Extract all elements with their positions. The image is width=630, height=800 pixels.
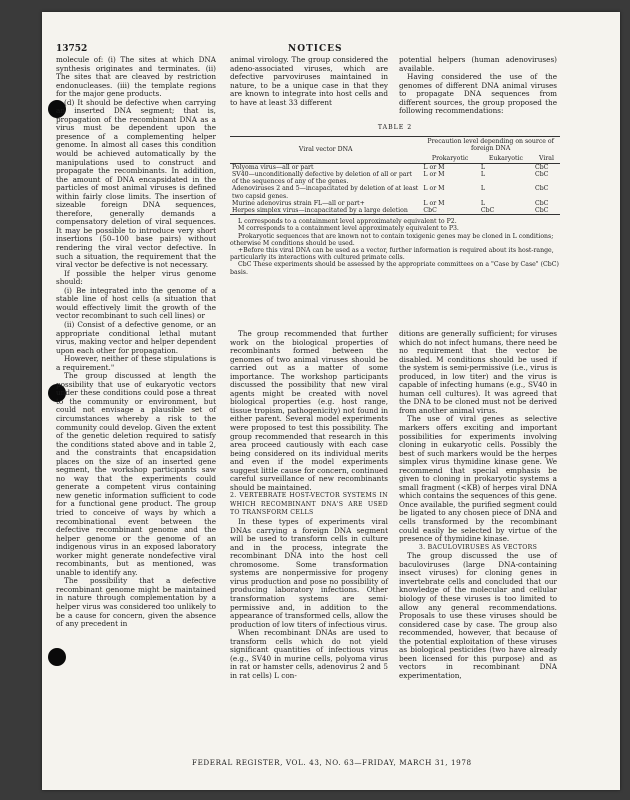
- paragraph: In these types of experiments viral DNAs carrying a foreign DNA segment will be used to transform cells in culture and in the process, integrate the recombinant DNA into the host cell chromosome. Some transformation systems are nonpermissive for progeny virus production and pose no possibility of producing laboratory infections. Other transformation systems are semi-permissive and, in addition to the appearance of transformed cells, allow the production of low titers of infectious virus.: [230, 517, 388, 629]
- vector-cell: SV40—unconditionally defective by deletion of all or part of the sequences of any of the genes.: [232, 171, 412, 186]
- table-row: [230, 163, 560, 171]
- paragraph: The group discussed the use of baculoviruses (large DNA-containing insect viruses) for cloning genes in invertebrate cells and concluded that our knowledge of the molecular and cellular biology of these viruses is too limited to allow any general recommendations. Proposals to use these viruses should be considered case by case. The group also recommended, however, that because of the potential exploitation of these viruses as biological pesticides (two have already been licensed for this purpose) and as vectors in recombinant DNA experimentation,: [399, 551, 557, 680]
- viral-cell: CbC: [534, 163, 549, 171]
- section-heading: 3. BACULOVIRUSES AS VECTORS: [418, 543, 538, 551]
- page-number: 13752: [56, 44, 88, 54]
- column-header: Viral: [533, 154, 560, 164]
- table-row: [230, 207, 560, 215]
- paragraph: However, neither of these stipulations is a requirement.": [56, 354, 216, 372]
- vector-cell: Murine adenovirus strain FL—all or part+: [232, 199, 365, 207]
- table-2: [230, 124, 560, 276]
- paragraph: The group recommended that further work on the biological properties of recombinants formed between the genomes of two animal viruses should be carried out as a matter of some importance. The workshop participants discussed the possibility that new viral agents might be created with novel biological properties (e.g. host range, tissue tropism, pathogenicity) not found in either parent. Several model experiments were proposed to test this possibility. The group recommended that research in this area proceed cautiously with each case being considered on its individual merits and even if the model experiments suggest little cause for concern, continued careful surveillance of new recombinants should be maintained.: [230, 329, 388, 492]
- table-row: [230, 171, 560, 185]
- paragraph: When recombinant DNAs are used to transform cells which do not yield significant quantities of infectious virus (e.g., SV40 in murine cells, polyoma virus in rat or hamster cells, adenovirus 2 and 5 in rat cells) L con-: [230, 628, 388, 680]
- column-middle-top: [230, 56, 388, 107]
- column-header: Prokaryotic: [421, 154, 478, 164]
- footnote: +Before this viral DNA can be used as a vector, further information is required about its host-range, particularly its interactions with cultured primate cells.: [230, 247, 554, 262]
- page-title: NOTICES: [288, 44, 343, 54]
- footnote: CbC These experiments should be assessed by the appropriate committees on a "Case by Case" (CbC) basis.: [230, 261, 559, 276]
- column-right-top: [399, 56, 557, 116]
- vector-cell: Herpes simplex virus—incapacitated by a large deletion: [230, 207, 421, 215]
- footnote: M corresponds to a containment level approximately equivalent to P3.: [238, 225, 459, 233]
- vector-cell: Polyoma virus—all or part: [232, 163, 314, 171]
- prokaryotic-cell: CbC: [421, 207, 478, 215]
- table-row: [230, 185, 560, 199]
- eukaryotic-cell: L: [480, 163, 485, 171]
- viral-cell: CbC: [534, 171, 549, 179]
- paragraph: potential helpers (human adenoviruses) available.: [399, 55, 557, 73]
- column-header: Viral vector DNA: [230, 137, 421, 164]
- eukaryotic-cell: L: [480, 199, 485, 207]
- eukaryotic-cell: L: [480, 185, 485, 193]
- table-row: [230, 200, 560, 207]
- paragraph: animal virology. The group considered the adeno-associated viruses, which are defective parvoviruses maintained in nature, to be a unique case in that they are known to integrate into host cells and to have at least 33 different: [230, 55, 388, 107]
- prokaryotic-cell: L or M: [423, 163, 445, 171]
- eukaryotic-cell: L: [480, 171, 485, 179]
- document-page: [42, 12, 620, 790]
- column-right-bottom: [399, 330, 557, 680]
- group-header: Precaution level depending on source of foreign DNA: [421, 137, 560, 154]
- viral-cell: CbC: [534, 199, 549, 207]
- paragraph: (ii) Consist of a defective genome, or an appropriate conditional lethal mutant virus, making vector and helper dependent upon each other for propagation.: [56, 319, 216, 355]
- eukaryotic-cell: CbC: [479, 207, 533, 215]
- paragraph: If possible the helper virus genome should:: [56, 268, 216, 287]
- vector-cell: Adenoviruses 2 and 5—incapacitated by deletion of at least two capsid genes.: [232, 185, 419, 200]
- paragraph: The group discussed at length the possibility that use of eukaryotic vectors under these conditions could pose a threat to the community or environment, but could not envisage a plausible set of circumstances whereby a risk to the community could develop. Given the extent of the genetic deletion required to satisfy the conditions stated above and in table 2, and the constraints that encapsidation places on the size of an inserted gene segment, the workshop participants saw no way that the experiments could generate a competent virus containing new genetic information sufficient to code for a functional gene product. The group tried to conceive of ways by which a recombinational event between the defective recombinant genome and the helper genome or the genome of an indigenous virus in an exposed laboratory worker might generate nondefective viral recombinants, but as mentioned, was unable to identify any.: [56, 371, 216, 577]
- section-heading: 2. VERTEBRATE HOST-VECTOR SYSTEMS IN WHICH RECOMBINANT DNA'S ARE USED TO TRANSFORM CELLS: [230, 492, 388, 517]
- column-left: [56, 56, 216, 761]
- column-middle-bottom: [230, 330, 388, 680]
- prokaryotic-cell: L or M: [423, 185, 445, 193]
- precaution-table: [230, 136, 560, 215]
- viral-cell: CbC: [534, 185, 549, 193]
- paragraph: (i) Be integrated into the genome of a stable line of host cells (a situation that would effectively limit the growth of the vector recombinant to such cell lines) or: [56, 285, 216, 321]
- paragraph: molecule of: (i) The sites at which DNA synthesis originates and terminates. (ii) The sites that are cleaved by restriction endonucleases. (iii) the template regions for the major gene products.: [56, 55, 216, 99]
- paragraph: The possibility that a defective recombinant genome might be maintained in nature through complementation by a helper virus was considered too unlikely to be a cause for concern, given the absence of any precedent in: [56, 576, 216, 629]
- footnote: L corresponds to a containment level approximately equivalent to P2.: [238, 218, 457, 226]
- table-caption: TABLE 2: [377, 124, 413, 131]
- paragraph: The use of viral genes as selective markers offers exciting and important possibilities for experiments involving cloning in eukaryotic cells. Possibly the best of such markers would be the herpes simplex virus thymidine kinase gene. We recommend that special emphasis be given to cloning in prokaryotic systems a small fragment (<KB) of herpes viral DNA which contains the sequences of this gene. Once available, the purified segment could be ligated to any chosen piece of DNA and cells transformed by the recombinant could easily be selected by virtue of the presence of thymidine kinase.: [399, 414, 557, 544]
- footnote: Prokaryotic sequences that are known not to contain toxigenic genes may be cloned in L conditions; otherwise M conditions should be used.: [230, 232, 554, 247]
- page-footer: FEDERAL REGISTER, VOL. 43, NO. 63—FRIDAY, MARCH 31, 1978: [192, 758, 472, 767]
- paragraph: Having considered the use of the genomes of different DNA animal viruses to propagate DNA sequences from different sources, the group proposed the following recommendations:: [399, 72, 557, 116]
- column-header: Eukaryotic: [479, 154, 533, 164]
- paragraph: ditions are generally sufficient; for viruses which do not infect humans, there need be no requirement that the vector be disabled. M conditions should be used if the system is semi-permissive (i.e., virus is produced, in low titer) and the virus is capable of infecting humans (e.g., SV40 in human cell cultures). It was agreed that the DNA to be cloned must not be derived from another animal virus.: [399, 329, 557, 415]
- viral-cell: CbC: [533, 207, 560, 215]
- prokaryotic-cell: L or M: [423, 199, 445, 207]
- table-footnotes: [230, 218, 560, 276]
- paragraph: (d) It should be defective when carrying an inserted DNA segment; that is, propagation of the recombinant DNA as a virus must be dependent upon the presence of a complementing helper genome. In almost all cases this condition would be achieved automatically by the manipulations used to construct and propagate the recombinants. In addition, the amount of DNA encapsidated in the particles of most animal viruses is defined within fairly close limits. The insertion of sizeable foreign DNA sequences, therefore, generally demands a compensatory deletion of viral sequences. It may be possible to introduce very short insertions (50–100 base pairs) without rendering the viral vector defective. In such a situation, the requirement that the viral vector be defective is not necessary.: [56, 97, 216, 270]
- prokaryotic-cell: L or M: [423, 171, 445, 179]
